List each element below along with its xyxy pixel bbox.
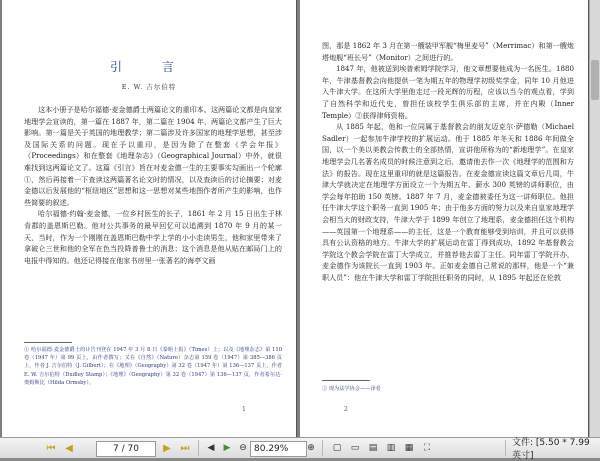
footnote: ① 哈尔福德·麦金德爵士的讣告刊登在 1947 年 3 月 8 日《泰晤士报》（Times）上；以及《地理杂志》第 110 卷（1947 年）第 99 页上，由作者撰写；又在《自然》（Nature）杂志第 159 卷（1947）第 385—386 页上，作者 J. 吉尔伯特（J. Gilbert）；在《地理》（Geography）第 32 卷（1947 年）第 136—137 页上，作者 E. W. 吉尔伯特（Dudley Stamp）；《地理》（Geography）第 32 卷（1947）第 136—137 页，作者希尔达·奥姆斯比（Hilda Ormsby）。 xyxy=(24,347,282,386)
facing-pages-icon[interactable]: ▥ xyxy=(386,443,396,453)
paragraph: 从 1885 年起，他和一位同属于基督教会的朋友迈克尔·萨德勒（Michael Sadler）一起参加牛津学校的扩展运动。他于 1885 年冬天和 1886 年间做全国，以一个美以美教会传教士的全部热情，宣讲他所称为的“新地理学”。在皇家地理学会几名著名成员的时候注意到之后，邀请他去作一次《地理学的范围和方法》的报告。现在这里重印的就是这篇报告。在麦金德宣读这篇文章后几周，牛津大学就决定在地理学方面设立一个为期五年、薪水 300 英镑的讲师职位，由学会每年拍助 150 英镑。1887 年 7 月，麦金德被委任为这一讲师职位。他担任牛津大学这个职务一直到 1905 年；由于他多方面的努力以及来自皇家地理学会相当大的财政支持，牛津大学于 1899 年创立了地理系，麦金德担任这个机构——英国第一个地理系——的主任，这是一个教育能够受到培训，并且可以获得具有公认资格的地方。牛津大学的扩展运动在雷丁得到成功，1892 年基督教会学院这个教会学院在雷丁大学成立，并推荐他去雷丁主任。同年雷丁学院开办，麦金德作为该院长一直到 1903 年。正如麦金德自己常说的那样，他是一个“兼职人员”：他在牛津大学和雷丁学院担任职务的同时，从 1895 年起还在伦敦 xyxy=(322,122,574,282)
page-title: 引 言 xyxy=(109,60,188,74)
pdf-page-right xyxy=(300,0,589,437)
full-screen-icon[interactable]: ⛶ xyxy=(423,443,431,453)
paragraph: 哈尔福德·约翰·麦金德，一位乡村医生的长子，1861 年 2 月 15 日出生于林肯郡的盖恩斯巴勒。他对公共事务的最早回忆可以追溯到 1870 年 9 月的某一天，当时，作为一个刚刚在盖恩斯巴勒中学上学的小小走读男生，他和家里带来了拿破仑三世和他的全军在色当投降普鲁士的消息；这个消息是他从贴在邮局门上的电报中得知的。他还记得接在他家书房里一张著名的海亭文画 xyxy=(24,209,282,265)
footnote-divider xyxy=(322,380,370,381)
continuous-facing-icon[interactable]: ▦ xyxy=(404,443,414,453)
author-line: E. W. 吉尔伯特 xyxy=(121,83,177,91)
pdf-page-left xyxy=(2,0,297,437)
scroll-thumb[interactable] xyxy=(591,60,599,100)
next-page-icon[interactable]: ▶ xyxy=(163,442,171,454)
footnote-divider xyxy=(24,342,72,343)
separator xyxy=(505,440,506,456)
status-bar xyxy=(0,437,600,461)
page-number: 1 xyxy=(242,406,246,413)
paragraph: 这本小册子是哈尔福德·麦金德爵士两篇论文的重印本。这两篇论文都是向皇家地理学会宣读的，第一篇在 1887 年，第二篇在 1904 年，两篇论文都产生了巨大影响。第一篇是关于英国的地理教学；第二篇涉及许多国家的地理学思想，甚至涉及国际关系的问题。现在予以重印，是因为除了在整套《学会年报》（Proceedings）和在整套《地理杂志》（Geographical Journal）中外，就很难找到这两篇论文了。这篇《引言》旨在对麦金德一生的主要事实勾画出一个轮廓①，然后再接着一下查读这两篇著名论文时的情况，以及查读后的讨论摘要；对麦金德以后发展他的“枢纽地区”思想和这一思想对某些地图作者所产生的影响，也作些简要的叙述。 xyxy=(24,105,282,207)
footnote: ② 现为法学协会——译者 xyxy=(322,386,381,392)
left-body xyxy=(24,104,282,266)
first-page-icon[interactable]: ⏮ xyxy=(46,442,56,454)
separator xyxy=(198,440,199,456)
paragraph: 图，那是 1862 年 3 月在第一艘装甲军舰“梅里麦号”（Merrimac）和第一艘炮塔炮舰“班长号”（Monitor）之间进行的。 xyxy=(322,41,574,62)
single-page-icon[interactable]: ▭ xyxy=(350,443,360,453)
vertical-scrollbar[interactable] xyxy=(589,0,600,437)
paragraph: 1847 年，他被送到埃普索姆学院学习，他文章想要他成为一名医生。1880 年，牛津基督教会向他提供一笔为期五年的物理学初级奖学金，同年 10 月他进入牛津大学。在这所大学里他走过一段光辉的历程，应该以当今的观点看，学到了自然科学和近代史，曾担任该校学生俱乐部的主席，并在内殿（Inner Temple）②获得律师资格。 xyxy=(322,64,574,120)
file-size-info: 文件: [5.50 * 7.99 英寸] xyxy=(512,438,590,461)
back-icon[interactable]: ◀ xyxy=(207,443,215,453)
previous-page-icon[interactable]: ◀ xyxy=(65,442,73,454)
zoom-in-icon[interactable]: ⊕ xyxy=(307,443,315,453)
fit-page-icon[interactable]: ▢ xyxy=(332,443,342,453)
continuous-page-icon[interactable]: ▤ xyxy=(368,443,378,453)
zoom-level-select[interactable]: 80.29% xyxy=(250,441,307,457)
last-page-icon[interactable]: ⏭ xyxy=(180,442,190,454)
forward-icon[interactable]: ▶ xyxy=(223,443,231,453)
separator xyxy=(322,440,323,456)
page-number: 2 xyxy=(344,406,348,413)
page-number-input[interactable]: 7 / 70 xyxy=(96,441,156,457)
zoom-icon[interactable]: ⊖ xyxy=(239,443,247,453)
right-body xyxy=(322,40,574,283)
